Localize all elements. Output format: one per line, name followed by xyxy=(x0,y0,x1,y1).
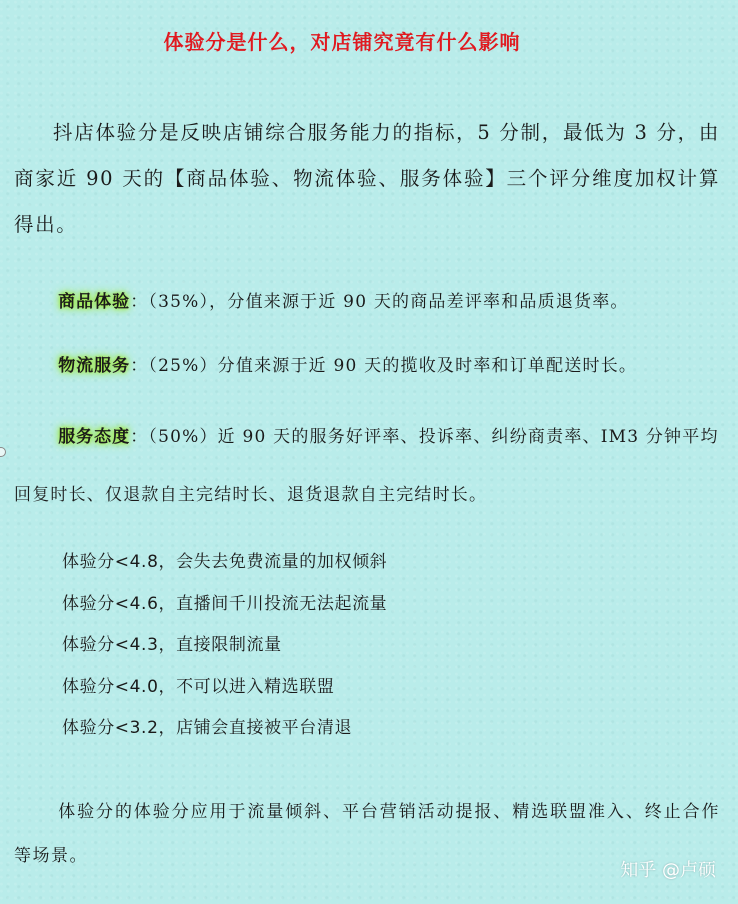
score-rules-list xyxy=(62,542,682,750)
list-item: 体验分<4.3，直接限制流量 xyxy=(62,635,282,655)
dimension-text: （35%），分值来源于近 90 天的商品差评率和品质退货率。 xyxy=(148,292,629,312)
list-item: 体验分<4.6，直播间千川投流无法起流量 xyxy=(62,593,388,614)
dimension-service xyxy=(14,408,720,524)
intro-paragraph: 抖店体验分是反映店铺综合服务能力的指标，5 分制，最低为 3 分，由商家近 90 天的【商品体验、物流体验、服务体验】三个评分维度加权计算得出。 xyxy=(14,121,720,236)
dimension-separator: ： xyxy=(130,356,149,376)
dimension-label: 服务态度 xyxy=(58,427,131,447)
dimension-separator: ： xyxy=(130,427,149,447)
dimension-commerce xyxy=(14,282,720,322)
dimension-text: （50%）近 90 天的服务好评率、投诉率、纠纷商责率、IM3 分钟平均回复时长、仅退款自主完结时长、退货退款自主完结时长。 xyxy=(14,427,719,505)
zhihu-watermark: 知乎 @卢硕 xyxy=(620,860,716,881)
dimension-text: （25%）分值来源于近 90 天的揽收及时率和订单配送时长。 xyxy=(148,356,638,376)
edge-handle-icon xyxy=(0,447,6,457)
list-item: 体验分<4.0，不可以进入精选联盟 xyxy=(62,676,335,697)
dimension-label: 物流服务 xyxy=(58,356,131,376)
list-item: 体验分<3.2，店铺会直接被平台清退 xyxy=(62,718,353,738)
dimension-logistics xyxy=(14,346,720,386)
summary-paragraph: 体验分的体验分应用于流量倾斜、平台营销活动提报、精选联盟准入、终止合作等场景。 xyxy=(14,802,720,866)
dimension-separator: ： xyxy=(130,292,149,312)
dimension-label: 商品体验 xyxy=(58,292,131,312)
article-title: 体验分是什么，对店铺究竟有什么影响 xyxy=(163,30,521,54)
list-item: 体验分<4.8，会失去免费流量的加权倾斜 xyxy=(62,552,388,572)
